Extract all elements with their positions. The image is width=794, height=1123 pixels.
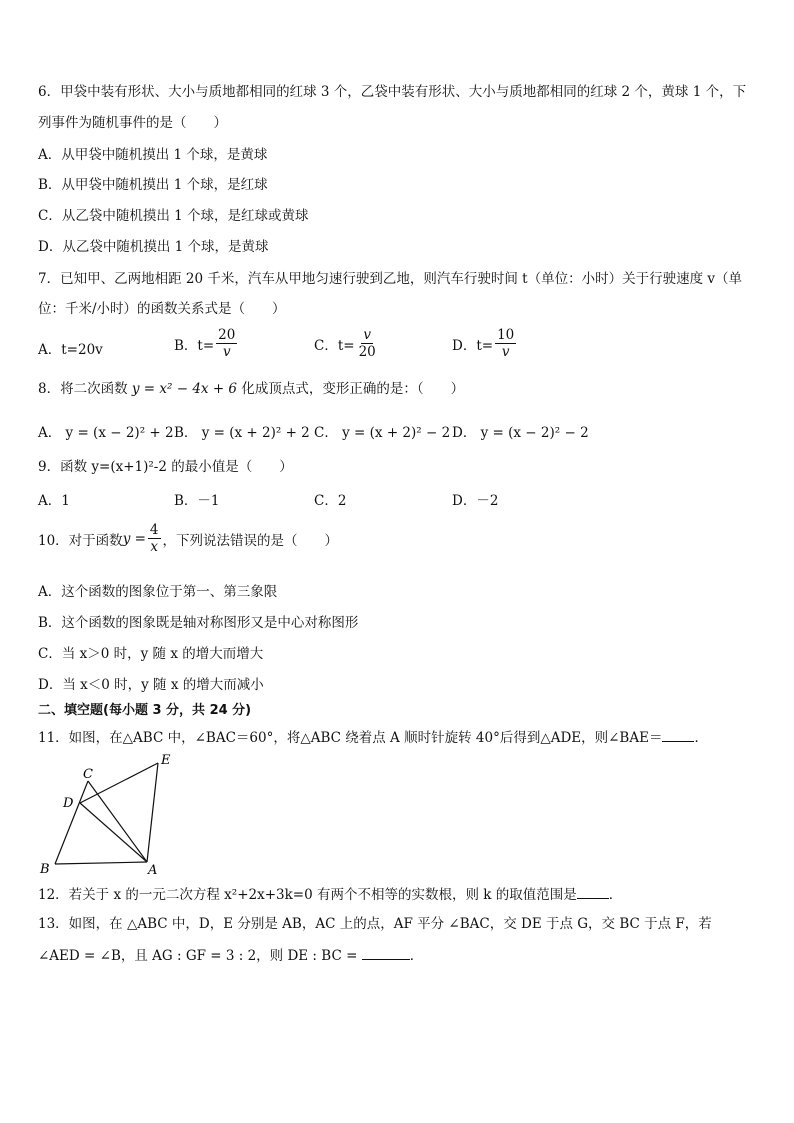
q8-option-d: D． y = (x − 2)² − 2 bbox=[452, 425, 589, 441]
q13-stem-end: ． bbox=[409, 948, 424, 964]
q10-option-d: D．当 x＜0 时，y 随 x 的增大而减小 bbox=[38, 677, 264, 693]
q11-answer-blank[interactable] bbox=[662, 728, 694, 742]
segment-ba bbox=[55, 862, 147, 864]
q10-option-b: B．这个函数的图象既是轴对称图形又是中心对称图形 bbox=[38, 615, 359, 631]
q7-option-c bbox=[314, 327, 380, 360]
q7-option-b bbox=[174, 327, 239, 360]
q7-option-d bbox=[452, 327, 518, 360]
q11-stem bbox=[38, 728, 708, 747]
q11-stem-end: ． bbox=[694, 730, 708, 746]
q8-stem-prefix: 8．将二次函数 bbox=[38, 381, 132, 397]
q9-option-a: A．1 bbox=[38, 493, 70, 509]
q13-stem-line2-text: ∠AED = ∠B，且 AG : GF = 3 : 2，则 DE : BC = bbox=[38, 948, 358, 964]
q10-stem bbox=[38, 522, 338, 555]
segment-bc bbox=[55, 781, 88, 864]
q12-stem-end: ． bbox=[608, 887, 623, 903]
q7-stem-line2: 位：千米/小时）的函数关系式是（ ） bbox=[38, 301, 286, 317]
label-d: D bbox=[63, 796, 74, 811]
label-e: E bbox=[161, 753, 171, 768]
q12-stem bbox=[38, 885, 622, 904]
q7-option-c-numerator: v bbox=[363, 327, 371, 343]
q7-option-a: A．t=20v bbox=[38, 342, 103, 358]
q10-option-c: C．当 x＞0 时，y 随 x 的增大而增大 bbox=[38, 646, 264, 662]
q9-option-b: B．－1 bbox=[174, 493, 220, 509]
q8-option-a: A． y = (x − 2)² + 2 bbox=[38, 425, 174, 441]
q13-stem-line1: 13．如图，在 △ABC 中，D，E 分别是 AB，AC 上的点，AF 平分 ∠BAC，交 DE 于点 G，交 BC 于点 F，若 bbox=[38, 916, 712, 932]
q6-option-d: D．从乙袋中随机摸出 1 个球，是黄球 bbox=[38, 239, 269, 255]
q13-answer-blank[interactable] bbox=[362, 946, 410, 960]
q7-option-c-denominator: 20 bbox=[358, 344, 376, 360]
segment-da bbox=[80, 803, 147, 862]
q6-option-b: B．从甲袋中随机摸出 1 个球，是红球 bbox=[38, 177, 268, 193]
q7-option-b-fraction bbox=[216, 327, 237, 360]
q7-option-d-denominator: v bbox=[501, 344, 510, 360]
q11-triangle-figure bbox=[36, 752, 176, 877]
q7-option-d-fraction bbox=[495, 327, 516, 360]
q13-stem-line2 bbox=[38, 946, 423, 965]
q6-option-c: C．从乙袋中随机摸出 1 个球，是红球或黄球 bbox=[38, 208, 309, 224]
q10-option-a: A．这个函数的图象位于第一、第三象限 bbox=[38, 584, 278, 600]
q8-option-b: B． y = (x + 2)² + 2 bbox=[174, 425, 310, 441]
q10-stem-fraction bbox=[148, 522, 161, 555]
q10-stem-y: y = bbox=[122, 530, 146, 547]
q12-answer-blank[interactable] bbox=[577, 885, 609, 899]
q6-stem-line2: 列事件为随机事件的是（ ） bbox=[38, 115, 227, 131]
section-fill-in-title: 二、填空题(每小题 3 分，共 24 分) bbox=[38, 703, 252, 718]
q8-stem-suffix: 化成顶点式，变形正确的是：（ ） bbox=[237, 381, 465, 397]
q9-option-d: D．－2 bbox=[452, 493, 499, 509]
q9-option-c: C．2 bbox=[314, 493, 347, 509]
q10-stem-suffix: ，下列说法错误的是（ ） bbox=[162, 532, 339, 549]
q7-option-b-numerator: 20 bbox=[218, 327, 236, 343]
q7-stem-line1: 7．已知甲、乙两地相距 20 千米，汽车从甲地匀速行驶到乙地，则汽车行驶时间 t（单位：小时）关于行驶速度 v（单 bbox=[38, 271, 742, 287]
label-b: B bbox=[40, 862, 50, 877]
segment-ca bbox=[88, 781, 147, 862]
q7-option-d-prefix: D．t= bbox=[452, 337, 494, 354]
q6-option-a: A．从甲袋中随机摸出 1 个球，是黄球 bbox=[38, 147, 268, 163]
q10-stem-denominator: x bbox=[150, 539, 159, 555]
q7-option-c-prefix: C．t= bbox=[314, 337, 355, 354]
q8-option-c: C． y = (x + 2)² − 2 bbox=[314, 425, 451, 441]
q7-option-b-prefix: B．t= bbox=[174, 337, 215, 354]
q6-stem-line1: 6．甲袋中装有形状、大小与质地都相同的红球 3 个，乙袋中装有形状、大小与质地都相同的红球 2 个，黄球 1 个，下 bbox=[38, 84, 747, 100]
q11-stem-text: 11．如图，在△ABC 中，∠BAC＝60°，将△ABC 绕着点 A 顺时针旋转 40°后得到△ADE，则∠BAE＝ bbox=[38, 730, 663, 746]
q7-option-c-fraction bbox=[357, 327, 378, 360]
q10-stem-numerator: 4 bbox=[149, 522, 159, 538]
q8-stem-function: y = x² − 4x + 6 bbox=[131, 381, 238, 397]
q9-stem: 9．函数 y=(x+1)²-2 的最小值是（ ） bbox=[38, 459, 293, 475]
q7-option-d-numerator: 10 bbox=[497, 327, 515, 343]
q8-stem bbox=[38, 380, 464, 398]
q7-option-b-denominator: v bbox=[222, 344, 231, 360]
q12-stem-text: 12．若关于 x 的一元二次方程 x²+2x+3k=0 有两个不相等的实数根，则 k 的取值范围是 bbox=[38, 887, 577, 903]
label-c: C bbox=[83, 767, 93, 782]
label-a: A bbox=[148, 863, 158, 877]
q10-stem-prefix: 10．对于函数 bbox=[38, 532, 123, 549]
segment-ea bbox=[147, 763, 158, 862]
